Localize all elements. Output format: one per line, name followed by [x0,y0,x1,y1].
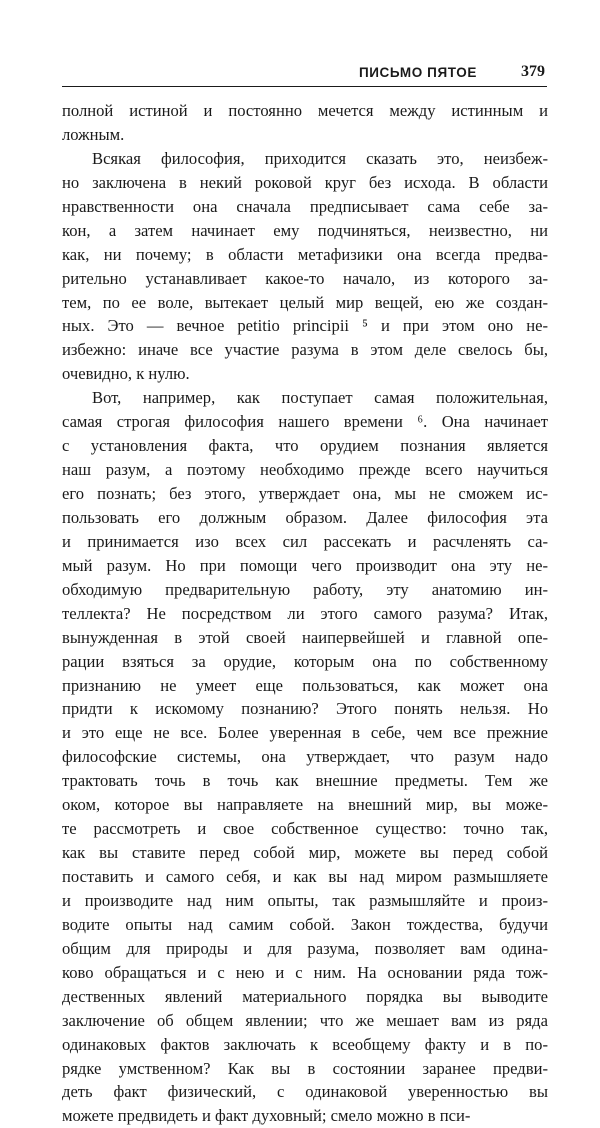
text-line: самая строгая философия нашего времени ⁶. Она начинает [62,412,548,432]
text-line: и принимается изо всех сил рассекать и расчленять са- [62,531,548,551]
text-line: его познать; без этого, утверждает она, мы не сможем ис- [62,484,548,503]
text-line: но заключена в некий роковой круг без исхода. В области [62,172,548,192]
text-line: одинаковых фактов заключать к всеобщему факту и в по- [62,1034,548,1054]
text-line: придти к искомому познанию? Этого понять нельзя. Но [62,699,548,719]
text-line: общим для природы и для разума, позволяет вам одина- [62,938,548,958]
text-line: оком, которое вы направляете на внешний мир, вы може- [62,795,548,815]
text-line: с установления факта, что орудием познания является [62,436,548,456]
text-line: тем, по ее воле, вытекает целый мир вещей, ею же создан- [62,292,548,312]
text-line: как вы ставите перед собой мир, можете вы перед собой [62,843,548,863]
text-line: как, ни почему; в области метафизики она всегда предва- [62,244,548,264]
running-head [62,60,547,87]
paragraph [62,147,548,386]
text-line: дественных явлений материального порядка вы выводите [62,986,548,1006]
text-line: поставить и самого себя, и как вы над миром размышляете [62,867,548,886]
body-text [62,99,548,1128]
text-line: избежно: иначе все участие разума в этом деле свелось бы, [62,340,548,360]
text-line: Вот, например, как поступает самая положительная, [92,388,548,408]
text-line: трактовать точь в точь как внешние предметы. Тем же [62,771,548,791]
text-line: заключение об общем явлении; что же мешает вам из ряда [62,1010,548,1030]
page-number: 379 [521,63,545,80]
text-line: признанию не умеет еще пользоваться, как может она [62,675,548,695]
text-line: очевидно, к нулю. [62,364,190,384]
running-title: ПИСЬМО ПЯТОЕ [358,65,477,80]
text-line: деть факт физический, с одинаковой уверенностью вы [62,1082,548,1102]
text-line: те рассмотреть и свое собственное существо: точно так, [62,819,548,839]
paragraph [62,99,548,147]
text-line: полной истиной и постоянно мечется между истинным и [62,101,548,120]
paragraph [62,386,548,1128]
text-line: обходимую предварительную работу, эту анатомию ин- [62,579,548,599]
text-line: ных. Это — вечное petitio principii ⁵ и при этом оно не- [62,316,548,336]
text-line: рации взяться за орудие, которым она по собственному [62,651,548,671]
text-line: водите опыты над самим собой. Закон тождества, будучи [62,914,548,934]
text-line: можете предвидеть и факт духовный; смело можно в пси- [62,1106,471,1126]
text-line: ково обращаться и с нею и с ним. На основании ряда тож- [62,962,548,982]
text-line: вынужденная в этой своей наипервейшей и главной опе- [62,627,548,647]
text-line: и это еще не все. Более уверенная в себе, чем все прежние [62,723,548,743]
text-line: рядке умственном? Как вы в состоянии заранее предви- [62,1058,548,1078]
text-line: наш разум, а поэтому необходимо прежде всего научиться [62,460,548,480]
text-line: и производите над ним опыты, так размышляйте и произ- [62,890,548,910]
text-line: Всякая философия, приходится сказать это, неизбеж- [92,148,548,168]
text-line: пользовать его должным образом. Далее философия эта [62,507,548,527]
text-line: ложным. [62,124,125,144]
text-line: нравственности она сначала предписывает сама себе за- [62,196,548,216]
text-line: теллекта? Не посредством ли этого самого разума? Итак, [62,603,548,623]
text-line: мый разум. Но при помощи чего производит она эту не- [62,555,548,575]
text-line: рительно устанавливает какое-то начало, из которого за- [62,268,548,288]
text-line: философские системы, она утверждает, что разум надо [62,747,548,767]
text-line: кон, а затем начинает ему подчиняться, неизвестно, ни [62,220,548,240]
